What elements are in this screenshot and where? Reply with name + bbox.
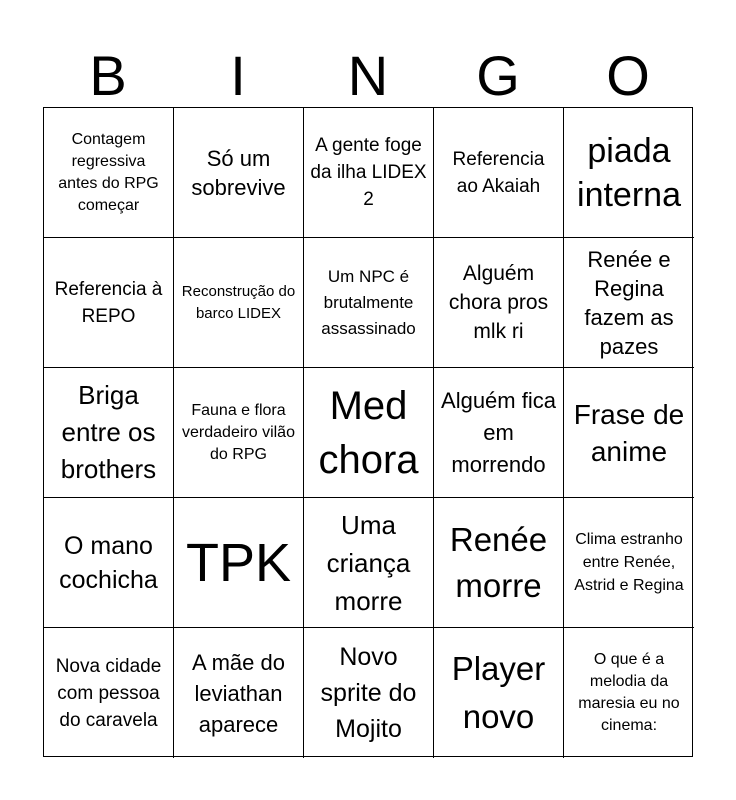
- cell-text: Referencia à REPO: [54, 278, 163, 327]
- bingo-cell[interactable]: [174, 238, 304, 368]
- cell-text: Só um sobrevive: [191, 145, 286, 200]
- cell-text: Frase de anime: [573, 398, 685, 467]
- cell-text: piada interna: [577, 131, 681, 214]
- header-letter-n: N: [347, 44, 389, 107]
- cell-text: Renée e Regina fazem as pazes: [584, 246, 674, 359]
- bingo-cell[interactable]: [564, 238, 694, 368]
- bingo-board: [43, 107, 693, 757]
- bingo-cell[interactable]: [304, 238, 434, 368]
- cell-text: Novo sprite do Mojito: [320, 643, 417, 743]
- bingo-header: [43, 44, 693, 108]
- header-letter-o: O: [606, 44, 650, 107]
- bingo-cell[interactable]: [44, 108, 174, 238]
- cell-text: O mano cochicha: [59, 531, 158, 594]
- cell-text: O que é a melodia da maresia eu no cinema:: [578, 651, 680, 734]
- bingo-cell[interactable]: [564, 628, 694, 758]
- bingo-cell[interactable]: [434, 238, 564, 368]
- cell-text: Um NPC é brutalmente assassinado: [321, 266, 416, 338]
- bingo-cell[interactable]: [434, 108, 564, 238]
- cell-text: Clima estranho entre Renée, Astrid e Regina: [574, 531, 684, 594]
- cell-text: Reconstrução do barco LIDEX: [181, 282, 296, 322]
- bingo-cell[interactable]: [174, 498, 304, 628]
- cell-text: Briga entre os brothers: [60, 380, 157, 484]
- bingo-cell[interactable]: [304, 368, 434, 498]
- cell-text: Alguém chora pros mlk ri: [448, 262, 549, 343]
- bingo-cell[interactable]: [564, 498, 694, 628]
- bingo-cell[interactable]: [174, 628, 304, 758]
- cell-text: A gente foge da ilha LIDEX 2: [310, 135, 427, 210]
- bingo-cell[interactable]: [434, 628, 564, 758]
- header-letter-b: B: [89, 44, 127, 107]
- bingo-cell[interactable]: [564, 108, 694, 238]
- bingo-cell[interactable]: [44, 238, 174, 368]
- bingo-cell[interactable]: [564, 368, 694, 498]
- bingo-cell[interactable]: [434, 498, 564, 628]
- cell-text: TPK: [185, 532, 292, 593]
- cell-text: Med chora: [318, 383, 419, 482]
- header-letter-i: I: [230, 44, 246, 107]
- bingo-cell[interactable]: [174, 368, 304, 498]
- header-letter-g: G: [476, 44, 520, 107]
- bingo-cell[interactable]: [44, 368, 174, 498]
- bingo-cell[interactable]: [304, 628, 434, 758]
- bingo-cell[interactable]: [44, 498, 174, 628]
- cell-text: Renée morre: [449, 520, 548, 604]
- bingo-cell[interactable]: [304, 108, 434, 238]
- cell-text: Fauna e flora verdadeiro vilão do RPG: [182, 401, 295, 463]
- bingo-cell[interactable]: [44, 628, 174, 758]
- cell-text: Uma criança morre: [326, 509, 411, 616]
- cell-text: Referencia ao Akaiah: [452, 148, 545, 197]
- cell-text: A mãe do leviathan aparece: [192, 649, 285, 737]
- bingo-cell[interactable]: [304, 498, 434, 628]
- cell-text: Contagem regressiva antes do RPG começar: [58, 130, 159, 214]
- cell-text: Nova cidade com pessoa do caravela: [55, 655, 162, 731]
- cell-text: Player novo: [451, 650, 546, 735]
- bingo-cell[interactable]: [174, 108, 304, 238]
- bingo-cell[interactable]: [434, 368, 564, 498]
- cell-text: Alguém fica em morrendo: [441, 387, 556, 477]
